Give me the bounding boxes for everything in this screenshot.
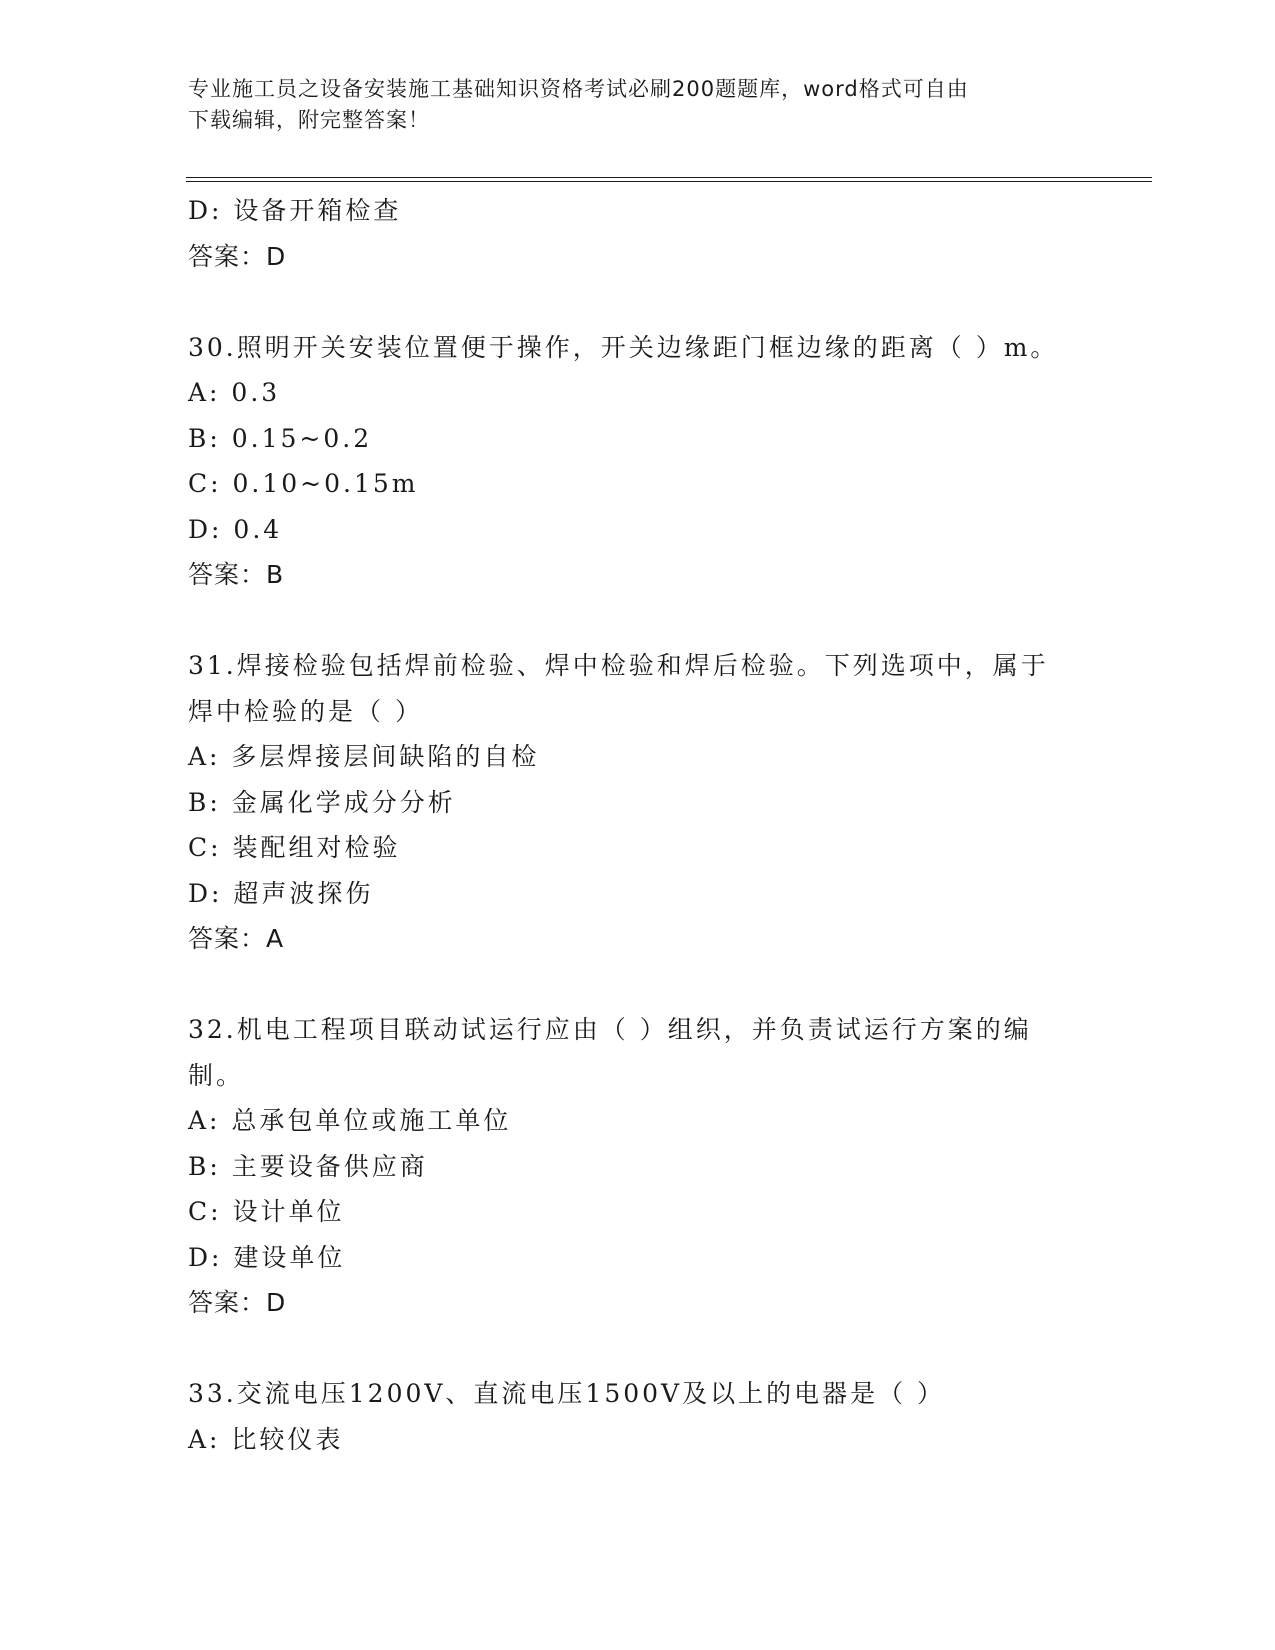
question-30 bbox=[188, 325, 1088, 598]
q30-option-d: D: 0.4 bbox=[188, 514, 283, 544]
q31-option-d: D: 超声波探伤 bbox=[188, 878, 374, 908]
q31-option-b: B: 金属化学成分分析 bbox=[188, 787, 456, 817]
q33-option-a: A: 比较仪表 bbox=[188, 1424, 344, 1454]
q32-option-a: A: 总承包单位或施工单位 bbox=[188, 1106, 512, 1135]
q31-answer: 答案：A bbox=[188, 924, 285, 953]
q31-option-a: A: 多层焊接层间缺陷的自检 bbox=[188, 742, 540, 771]
question-32 bbox=[188, 1007, 1088, 1326]
header-title-line-2: 下载编辑，附完整答案！ bbox=[188, 108, 430, 132]
q32-option-c: C: 设计单位 bbox=[188, 1197, 345, 1226]
q29-answer: 答案：D bbox=[188, 241, 287, 271]
header-rule-bottom bbox=[186, 181, 1152, 182]
q30-option-b: B: 0.15~0.2 bbox=[188, 423, 373, 453]
q33-stem: 33.交流电压1200V、直流电压1500V及以上的电器是（ ） bbox=[188, 1379, 946, 1408]
q30-answer: 答案：B bbox=[188, 560, 285, 589]
header-title-line-1: 专业施工员之设备安装施工基础知识资格考试必刷200题题库，word格式可自由 bbox=[188, 77, 969, 101]
q31-option-c: C: 装配组对检验 bbox=[188, 833, 401, 862]
q32-option-d: D: 建设单位 bbox=[188, 1242, 346, 1272]
q32-answer: 答案：D bbox=[188, 1288, 287, 1317]
q32-stem-line-2: 制。 bbox=[188, 1060, 245, 1090]
q31-stem-line-2: 焊中检验的是（ ） bbox=[188, 696, 423, 726]
question-31 bbox=[188, 643, 1088, 962]
q32-option-b: B: 主要设备供应商 bbox=[188, 1151, 428, 1181]
question-33 bbox=[188, 1371, 1088, 1462]
q29-option-d: D: 设备开箱检查 bbox=[188, 196, 402, 225]
header-rule-top bbox=[186, 177, 1152, 178]
q30-option-c: C: 0.10~0.15m bbox=[188, 469, 419, 498]
q30-stem: 30.照明开关安装位置便于操作，开关边缘距门框边缘的距离（ ）m。 bbox=[188, 332, 1059, 362]
q31-stem-line-1: 31.焊接检验包括焊前检验、焊中检验和焊后检验。下列选项中，属于 bbox=[188, 651, 1049, 680]
q32-stem-line-1: 32.机电工程项目联动试运行应由（ ）组织，并负责试运行方案的编 bbox=[188, 1015, 1032, 1044]
document-header bbox=[188, 74, 1088, 136]
q30-option-a: A: 0.3 bbox=[188, 378, 281, 407]
question-list bbox=[188, 188, 1088, 1462]
